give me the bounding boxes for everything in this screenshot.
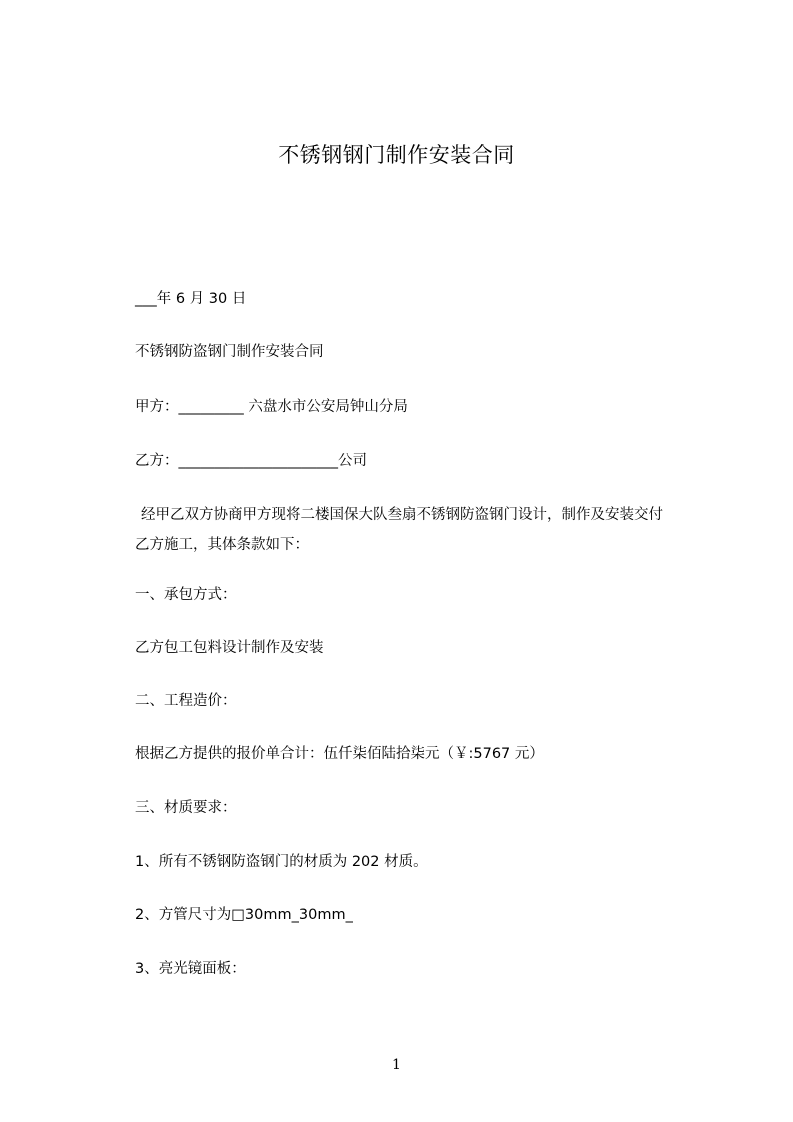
intro-paragraph: 经甲乙双方协商甲方现将二楼国保大队叁扇不锈钢防盗钢门设计，制作及安装交付乙方施工，其体条款如下：: [135, 507, 663, 553]
contract-subtitle: 不锈钢防盗钢门制作安装合同: [135, 344, 324, 360]
section-1-heading: 一、承包方式：: [135, 587, 237, 603]
party-b: 乙方：______________________公司: [135, 453, 367, 469]
material-item-3: 3、亮光镜面板：: [135, 961, 246, 977]
material-item-1: 1、所有不锈钢防盗钢门的材质为 202 材质。: [135, 854, 428, 870]
section-3-heading: 三、材质要求：: [135, 800, 237, 816]
page-number: 1: [392, 1057, 401, 1073]
section-1-body: 乙方包工包料设计制作及安装: [135, 640, 324, 656]
material-item-2: 2、方管尺寸为□30mm_30mm_: [135, 907, 353, 923]
party-a: 甲方：_________ 六盘水市公安局钟山分局: [135, 399, 408, 415]
document-title: 不锈钢钢门制作安装合同: [278, 143, 515, 167]
contract-date: ___年 6 月 30 日: [135, 291, 247, 307]
section-2-body: 根据乙方提供的报价单合计：伍仟柒佰陆拾柒元（￥:5767 元）: [135, 746, 544, 762]
section-2-heading: 二、工程造价：: [135, 693, 237, 709]
